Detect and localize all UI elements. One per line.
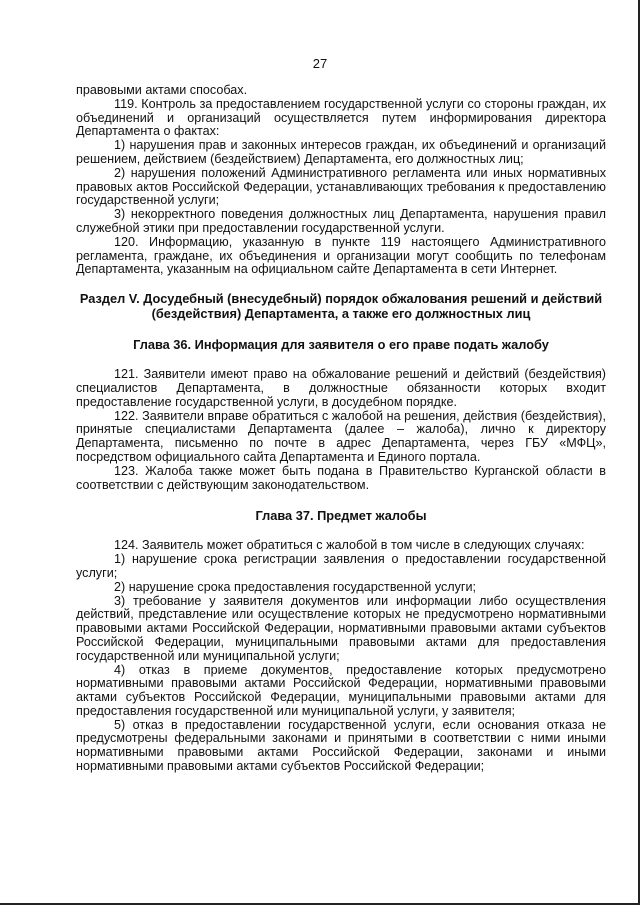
paragraph-124: 124. Заявитель может обратиться с жалобой в том числе в следующих случаях:: [114, 538, 585, 553]
paragraph-120: 120. Информацию, указанную в пункте 119 настоящего Административного регламента, граждане, их объединения и организации могут сообщить по телефонам Департамента, указанным на официальном сайте Департамента в сети Интернет.: [76, 234, 606, 277]
chapter-36-heading: Глава 36. Информация для заявителя о его праве подать жалобу: [133, 337, 549, 353]
paragraph-124-item-4: 4) отказ в приеме документов, предоставление которых предусмотрено нормативными правовыми актами Российской Федерации, нормативными правовыми актами субъектов Российской Федерации, муниципальными правовыми актами для предоставления государственной или муниципальной услуги, у заявителя;: [76, 662, 606, 718]
paragraph-119-item-2: 2) нарушения положений Административного регламента или иных нормативных правовых актов Российской Федерации, устанавливающих требования к предоставлению государственной услуги;: [76, 165, 606, 208]
paragraph-119-item-3: 3) некорректного поведения должностных лиц Департамента, нарушения правил служебной этики при предоставлении государственной услуги.: [76, 207, 606, 235]
paragraph-124-item-2: 2) нарушение срока предоставления государственной услуги;: [114, 579, 477, 594]
document-body: [76, 84, 606, 774]
paragraph-123: 123. Жалоба также может быть подана в Правительство Курганской области в соответствии с действующим законодательством.: [76, 463, 606, 492]
paragraph-124-item-5: 5) отказ в предоставлении государственной услуги, если основания отказа не предусмотрены федеральными законами и принятыми в соответствии с ними иными нормативными правовыми актами Российской Федерации, законами и иными нормативными правовыми актами субъектов Российской Федерации;: [76, 717, 606, 774]
paragraph-124-item-1: 1) нарушение срока регистрации заявления о предоставлении государственной услуги;: [76, 552, 606, 580]
section-heading: Раздел V. Досудебный (внесудебный) порядок обжалования решений и действий (бездействия) Департамента, а также его должностных лиц: [79, 291, 603, 322]
paragraph-119-item-1: 1) нарушения прав и законных интересов граждан, их объединений и организаций решением, действием (бездействием) Департамента, его должностных лиц;: [76, 138, 606, 166]
chapter-37-heading: Глава 37. Предмет жалобы: [255, 508, 427, 524]
paragraph-121: 121. Заявители имеют право на обжалование решений и действий (бездействия) специалистов Департамента, в должностные обязанности которых входит предоставление государственной услуги, в досудебном порядке.: [76, 367, 606, 409]
page-number: 27: [312, 56, 328, 71]
paragraph-119: 119. Контроль за предоставлением государственной услуги со стороны граждан, их объединений и организаций осуществляется путем информирования директора Департамента о фактах:: [76, 96, 606, 139]
paragraph-122: 122. Заявители вправе обратиться с жалобой на решения, действия (бездействия), принятые специалистами Департамента (далее – жалоба), лично к директору Департамента, письменно по почте в адрес Департамента, через ГБУ «МФЦ», посредством официального сайта Департамента и Единого портала.: [76, 408, 606, 464]
paragraph-124-item-3: 3) требование у заявителя документов или информации либо осуществления действий, представление или осуществление которых не предусмотрено нормативными правовыми актами Российской Федерации, нормативными правовыми актами субъектов Российской Федерации, муниципальными правовыми актами для предоставления государственной или муниципальной услуги;: [76, 593, 606, 663]
paragraph-continuation: правовыми актами способах.: [76, 83, 248, 97]
